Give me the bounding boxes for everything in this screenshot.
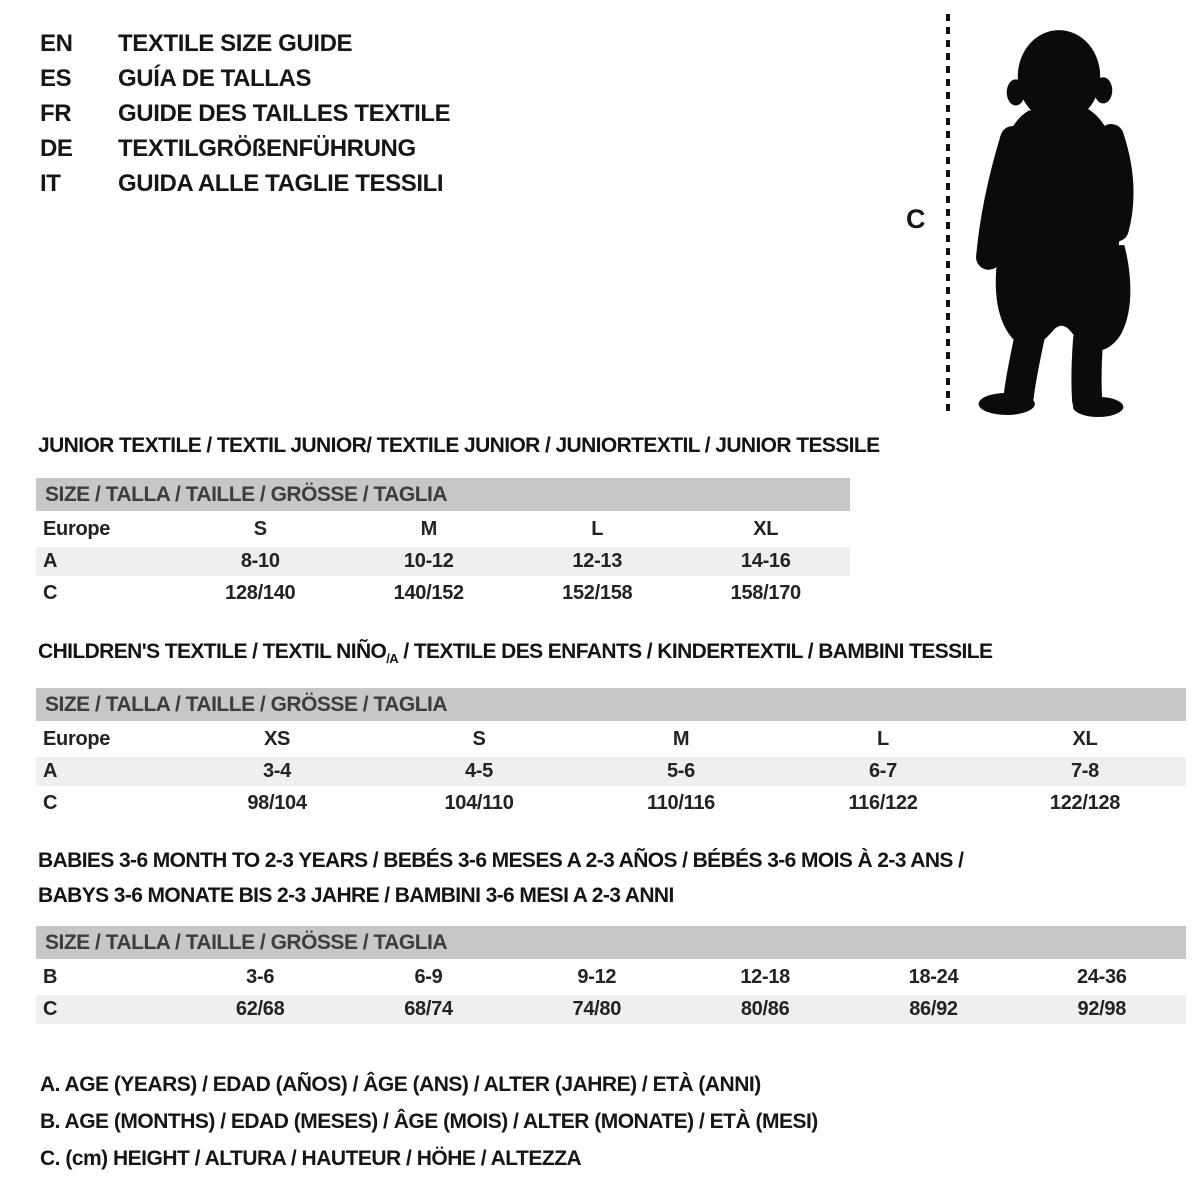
size-cell: L [591, 518, 604, 540]
language-row-fr [40, 96, 450, 131]
age-cell: 8-10 [240, 550, 280, 572]
legend-line-c: C. (cm) HEIGHT / ALTURA / HAUTEUR / HÖHE / ALTEZZA [40, 1146, 582, 1170]
legend-line-b: B. AGE (MONTHS) / EDAD (MESES) / ÂGE (MOIS) / ALTER (MONATE) / ETÀ (MESI) [40, 1109, 818, 1133]
height-cell: 158/170 [730, 582, 801, 604]
table-row-height [36, 789, 1186, 818]
children-heading-prefix: CHILDREN'S TEXTILE / TEXTIL NIÑO [38, 640, 387, 663]
size-header-bar: SIZE / TALLA / TAILLE / GRÖSSE / TAGLIA [36, 926, 1186, 959]
height-cell: 74/80 [572, 998, 622, 1020]
age-cell: 3-4 [262, 760, 291, 782]
age-cell: 7-8 [1070, 760, 1099, 782]
babies-size-table [36, 926, 1186, 1027]
height-cell: 62/68 [235, 998, 285, 1020]
language-row-en [40, 26, 450, 61]
row-label-cell: B [43, 966, 58, 988]
row-label-cell: A [43, 550, 58, 572]
language-list [40, 26, 450, 201]
language-code: IT [40, 169, 61, 197]
language-row-es [40, 61, 450, 96]
height-dashed-line-icon [944, 14, 952, 416]
age-cell: 14-16 [740, 550, 791, 572]
height-cell: 98/104 [247, 792, 307, 814]
height-cell: 128/140 [225, 582, 296, 604]
height-cell: 86/92 [909, 998, 958, 1020]
legend [40, 1066, 818, 1177]
height-measure-label: C [906, 204, 926, 234]
table-row-age [36, 757, 1186, 786]
age-cell: 4-5 [464, 760, 493, 782]
size-cell: M [672, 728, 690, 750]
language-title: TEXTILE SIZE GUIDE [118, 29, 353, 57]
months-cell: 12-18 [740, 966, 790, 988]
age-cell: 6-7 [868, 760, 897, 782]
row-label-cell: C [43, 998, 58, 1020]
babies-section-heading [38, 843, 963, 913]
row-label-cell: C [43, 582, 58, 604]
size-cell: S [253, 518, 267, 540]
table-row-height [36, 579, 850, 608]
months-cell: 9-12 [577, 966, 617, 988]
legend-line-a: A. AGE (YEARS) / EDAD (AÑOS) / ÂGE (ANS) / ALTER (JAHRE) / ETÀ (ANNI) [40, 1072, 761, 1096]
language-code: DE [40, 134, 73, 162]
row-label-cell: Europe [43, 518, 111, 540]
junior-section-heading: JUNIOR TEXTILE / TEXTIL JUNIOR/ TEXTILE JUNIOR / JUNIORTEXTIL / JUNIOR TESSILE [38, 434, 880, 457]
height-cell: 92/98 [1077, 998, 1127, 1020]
table-row-europe [36, 725, 1186, 754]
babies-heading-line1: BABIES 3-6 MONTH TO 2-3 YEARS / BEBÉS 3-6 MESES A 2-3 AÑOS / BÉBÉS 3-6 MOIS À 2-3 ANS / [38, 849, 964, 872]
months-cell: 3-6 [246, 966, 275, 988]
row-label-cell: Europe [43, 728, 111, 750]
row-label-cell: C [43, 792, 58, 814]
children-section-heading [38, 640, 992, 666]
language-title: GUIDE DES TAILLES TEXTILE [118, 99, 451, 127]
size-cell: XL [753, 518, 779, 540]
language-code: ES [40, 64, 72, 92]
months-cell: 18-24 [908, 966, 959, 988]
language-title: GUIDA ALLE TAGLIE TESSILI [118, 169, 444, 197]
age-cell: 12-13 [572, 550, 623, 572]
language-row-it [40, 166, 450, 201]
height-cell: 152/158 [562, 582, 633, 604]
baby-silhouette-icon [966, 16, 1158, 418]
size-header-bar: SIZE / TALLA / TAILLE / GRÖSSE / TAGLIA [36, 478, 850, 511]
months-cell: 24-36 [1076, 966, 1127, 988]
height-cell: 122/128 [1049, 792, 1121, 814]
junior-size-table [36, 478, 850, 611]
height-cell: 110/116 [647, 792, 715, 814]
table-row-months [36, 963, 1186, 992]
table-row-age [36, 547, 850, 576]
language-code: EN [40, 29, 73, 57]
language-code: FR [40, 99, 72, 127]
language-title: GUÍA DE TALLAS [118, 64, 312, 92]
height-cell: 140/152 [393, 582, 464, 604]
age-cell: 10-12 [403, 550, 454, 572]
height-cell: 68/74 [404, 998, 453, 1020]
language-title: TEXTILGRÖßENFÜHRUNG [118, 134, 416, 162]
size-cell: XL [1072, 728, 1098, 750]
months-cell: 6-9 [414, 966, 443, 988]
age-cell: 5-6 [666, 760, 695, 782]
size-cell: S [472, 728, 486, 750]
height-cell: 116/122 [848, 792, 918, 814]
size-cell: XS [263, 728, 291, 750]
table-row-europe [36, 515, 850, 544]
babies-heading-line2: BABYS 3-6 MONATE BIS 2-3 JAHRE / BAMBINI 3-6 MESI A 2-3 ANNI [38, 884, 674, 907]
height-cell: 80/86 [740, 998, 790, 1020]
children-heading-subscript: /A [386, 651, 399, 667]
size-cell: L [877, 728, 889, 750]
table-row-height [36, 995, 1186, 1024]
children-heading-suffix: / TEXTILE DES ENFANTS / KINDERTEXTIL / BAMBINI TESSILE [398, 640, 993, 663]
language-row-de [40, 131, 450, 166]
size-header-bar: SIZE / TALLA / TAILLE / GRÖSSE / TAGLIA [36, 688, 1186, 721]
row-label-cell: A [43, 760, 58, 782]
height-cell: 104/110 [444, 792, 514, 814]
children-size-table [36, 688, 1186, 821]
size-cell: M [420, 518, 437, 540]
